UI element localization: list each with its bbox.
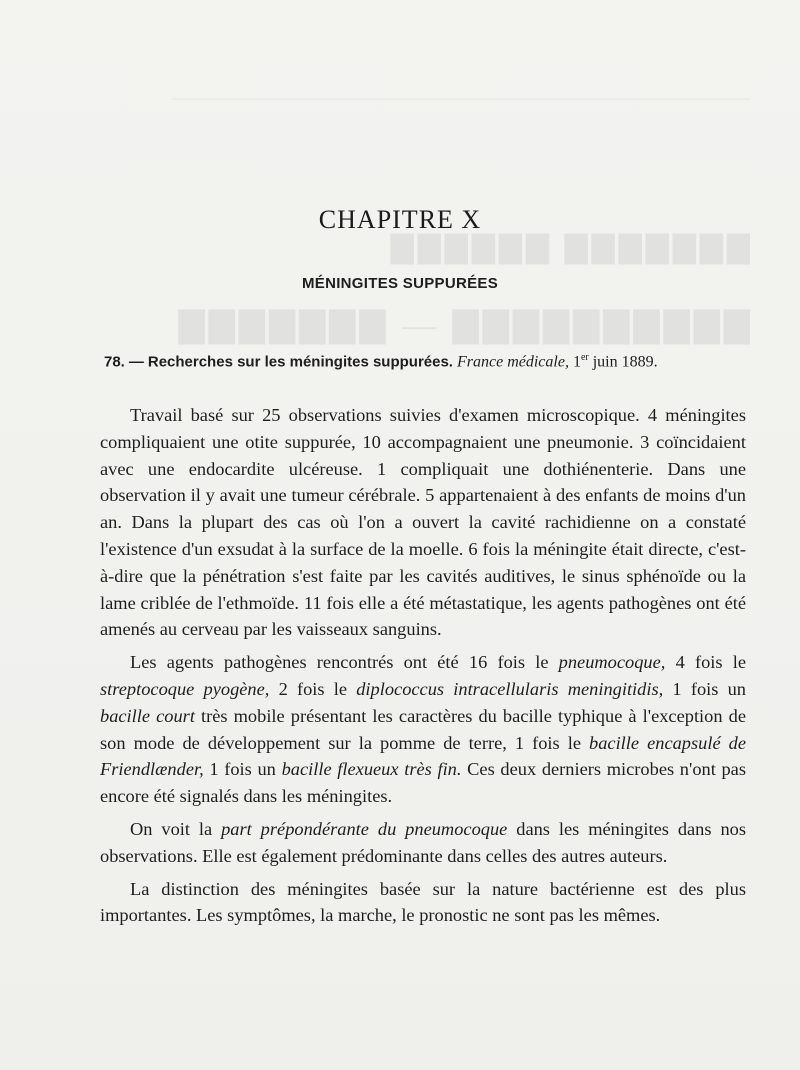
section-title: MÉNINGITES SUPPURÉES (301, 275, 499, 292)
body-text (100, 402, 746, 929)
italic-term: diplococcus intracellularis meningitidis, (356, 678, 664, 699)
chapter-heading: CHAPITRE X (318, 205, 482, 234)
bibliographic-reference (104, 352, 754, 371)
text-run: Les agents pathogènes rencontrés ont été 16 fois le (130, 652, 559, 673)
italic-term: bacille encapsulé de Friendlænder, (100, 732, 747, 780)
text-run: 4 fois le (665, 652, 746, 673)
text-run: 1 fois un (203, 759, 282, 780)
bleed-through-texture: ▇▇▇▇▇▇▇▇▇▇ — ▇▇▇▇▇▇▇ (174, 307, 750, 344)
text-run: dans les méningites dans nos observations. Elle est également prédominante dans celles des autres auteurs. (100, 818, 746, 866)
italic-term: streptocoque pyogène, (100, 678, 270, 699)
reference-source: France médicale, (456, 353, 569, 371)
reference-date-rest: juin 1889. (592, 353, 658, 371)
text-run: très mobile présentant les caractères du bacille typhique à l'exception de son mode de développement sur la pomme de terre, 1 fois le (100, 705, 746, 753)
reference-dash: — (128, 353, 144, 371)
paragraph-4: La distinction des méningites basée sur la nature bactérienne est des plus importantes. Les symptômes, la marche, le pronostic ne sont pas les mêmes. (100, 878, 746, 926)
bleed-through-texture: —————————————————————————————————— (172, 88, 750, 107)
italic-term: bacille flexueux très fin. (281, 759, 462, 780)
text-run: On voit la (130, 818, 222, 839)
reference-date-sup: er (580, 352, 589, 363)
text-run: 1 fois un (663, 678, 746, 699)
text-run: 2 fois le (269, 678, 357, 699)
paragraph-1: Travail basé sur 25 observations suivies d'examen microscopique. 4 méningites compliquaient une otite suppurée, 10 accompagnaient une pneumonie. 3 coïncidaient avec une endocardite ulcéreuse. 1 compliquait une dothiénenterie. Dans une observation il y avait une tumeur cérébrale. 5 appartenaient à des enfants de moins d'un an. Dans la plupart des cas où l'on a ouvert la cavité rachidienne on a constaté l'existence d'un exsudat à la surface de la moelle. 6 fois la méningite était directe, c'est-à-dire que la pénétration s'est faite par les cavités auditives, le sinus sphénoïde ou la lame criblée de l'ethmoïde. 11 fois elle a été métastatique, les agents pathogènes ont été amenés au cerveau par les vaisseaux sanguins. (100, 405, 746, 640)
reference-number: 78. (104, 353, 125, 371)
paragraph-2 (100, 649, 746, 810)
text-run: Ces deux derniers microbes n'ont pas encore été signalés dans les méningites. (100, 759, 746, 807)
bleed-through-texture: ▇▇▇▇▇▇▇ ▇▇▇▇▇▇ (386, 231, 750, 264)
italic-term: pneumocoque, (558, 652, 666, 673)
italic-term: bacille court (100, 705, 195, 726)
paragraph-3 (100, 816, 746, 870)
reference-date-day: 1 (572, 353, 581, 371)
italic-term: part prépondérante du pneumocoque (221, 818, 508, 839)
reference-title: Recherches sur les méningites suppurées. (147, 353, 453, 371)
